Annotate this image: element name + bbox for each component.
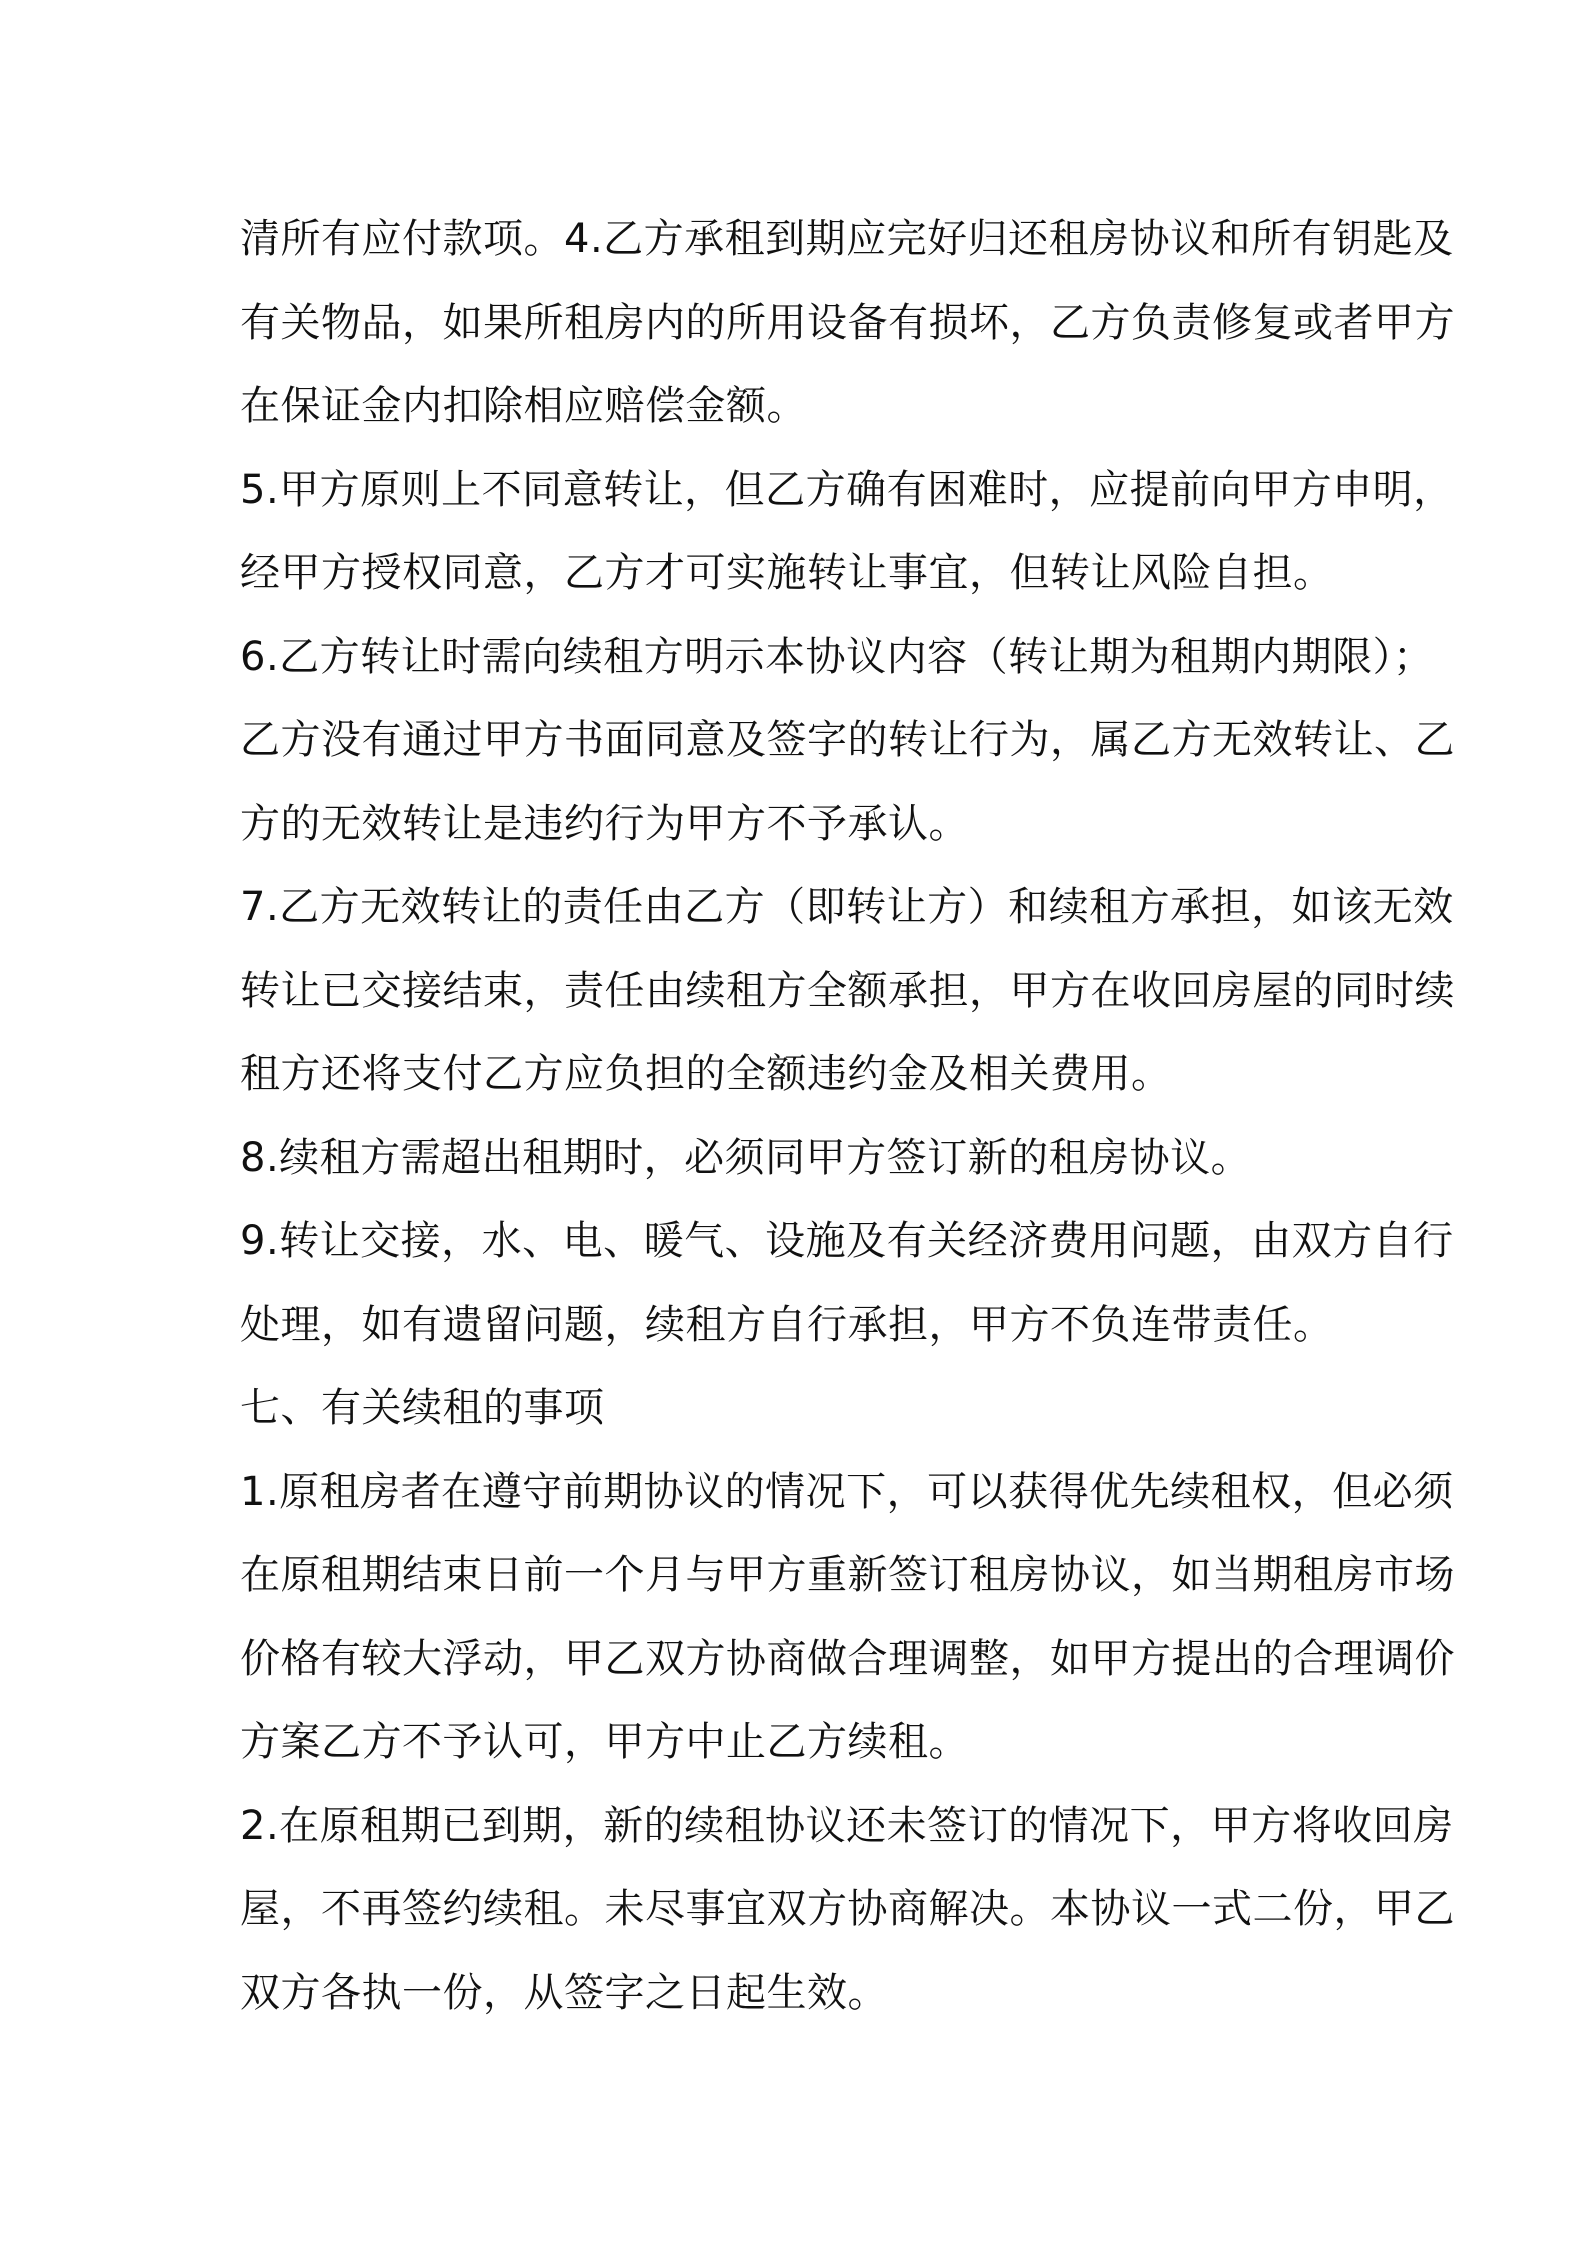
text-line: 6.乙方转让时需向续租方明示本协议内容（转让期为租期内期限）；	[240, 633, 1434, 680]
text-line: 方案乙方不予认可，甲方中止乙方续租。	[240, 1719, 969, 1765]
text-line: 有关物品，如果所租房内的所用设备有损坏，乙方负责修复或者甲方	[240, 299, 1455, 346]
text-line: 乙方没有通过甲方书面同意及签字的转让行为，属乙方无效转让、乙	[240, 717, 1455, 763]
text-line: 方的无效转让是违约行为甲方不予承认。	[240, 800, 969, 847]
text-line: 7.乙方无效转让的责任由乙方（即转让方）和续租方承担，如该无效	[240, 884, 1454, 930]
text-line: 屋，不再签约续租。未尽事宜双方协商解决。本协议一式二份，甲乙	[240, 1886, 1455, 1932]
section-heading: 七、有关续租的事项	[240, 1385, 605, 1431]
text-line: 5.甲方原则上不同意转让，但乙方确有困难时，应提前向甲方申明，	[240, 466, 1454, 513]
text-line: 9.转让交接，水、电、暖气、设施及有关经济费用问题，由双方自行	[240, 1218, 1454, 1264]
text-line: 在保证金内扣除相应赔偿金额。	[240, 383, 807, 429]
text-line: 双方各执一份，从签字之日起生效。	[240, 1969, 888, 2016]
text-line: 在原租期结束日前一个月与甲方重新签订租房协议，如当期租房市场	[240, 1552, 1455, 1598]
text-line: 转让已交接结束，责任由续租方全额承担，甲方在收回房屋的同时续	[240, 967, 1455, 1014]
text-line: 价格有较大浮动，甲乙双方协商做合理调整，如甲方提出的合理调价	[240, 1635, 1455, 1682]
document-body	[240, 198, 1455, 2035]
text-line: 经甲方授权同意，乙方才可实施转让事宜，但转让风险自担。	[240, 550, 1334, 596]
text-line: 1.原租房者在遵守前期协议的情况下，可以获得优先续租权，但必须	[240, 1468, 1454, 1515]
text-line: 2.在原租期已到期，新的续租协议还未签订的情况下，甲方将收回房	[240, 1802, 1454, 1849]
text-line: 租方还将支付乙方应负担的全额违约金及相关费用。	[240, 1051, 1172, 1097]
text-line: 清所有应付款项。4.乙方承租到期应完好归还租房协议和所有钥匙及	[240, 216, 1454, 262]
text-line: 8.续租方需超出租期时，必须同甲方签订新的租房协议。	[240, 1134, 1252, 1181]
text-line: 处理，如有遗留问题，续租方自行承担，甲方不负连带责任。	[240, 1301, 1334, 1348]
